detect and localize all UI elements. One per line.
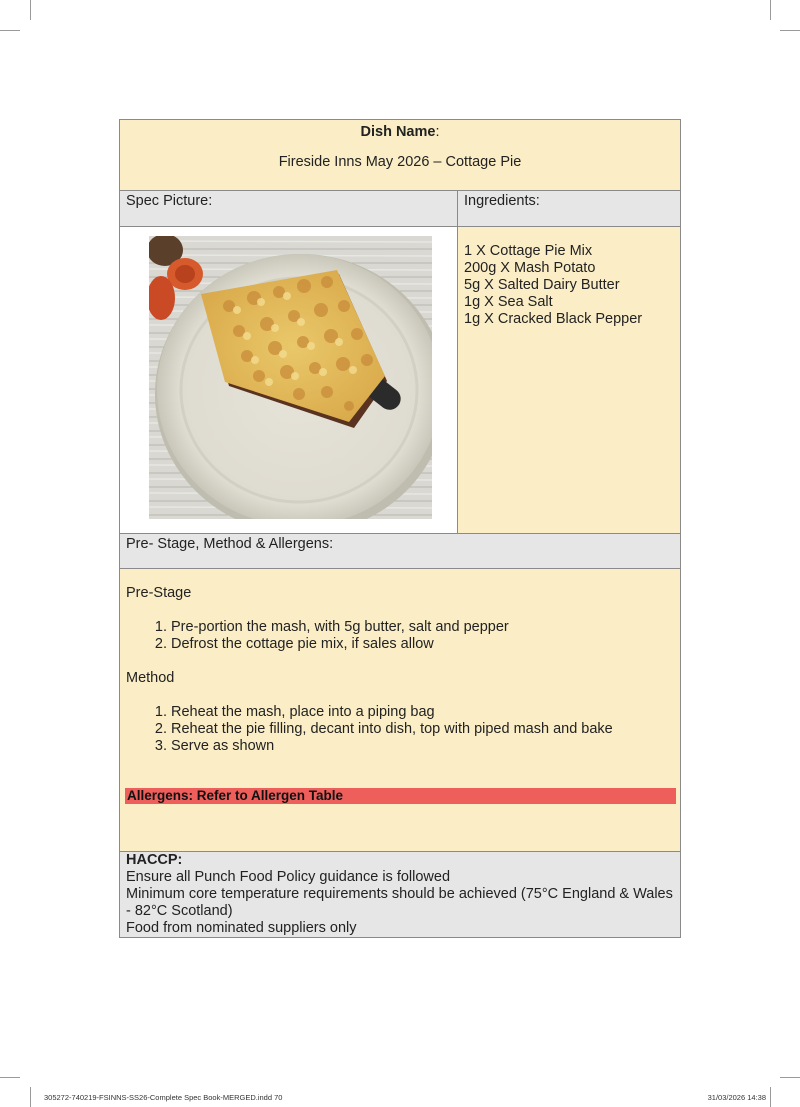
dish-name-colon: : — [435, 124, 440, 140]
method-section-header: Pre- Stage, Method & Allergens: — [120, 534, 680, 569]
ingredient-item: 1 X Cottage Pie Mix — [464, 243, 593, 259]
haccp-title: HACCP: — [126, 852, 183, 868]
media-row — [120, 227, 680, 534]
crop-mark — [30, 1087, 31, 1107]
method-section — [120, 569, 680, 852]
method-step: 3. Serve as shown — [171, 738, 680, 755]
ingredients-cell — [458, 227, 680, 533]
allergens-notice: Allergens: Refer to Allergen Table — [125, 788, 676, 804]
haccp-line: Food from nominated suppliers only — [126, 920, 357, 936]
crop-mark — [770, 0, 771, 20]
method-step: 1. Reheat the mash, place into a piping bag — [171, 704, 680, 721]
spec-picture-header: Spec Picture: — [120, 191, 458, 226]
prestage-title: Pre-Stage — [126, 585, 192, 601]
ingredients-header: Ingredients: — [464, 193, 540, 209]
ingredient-item: 1g X Sea Salt — [464, 294, 553, 310]
column-headers — [120, 191, 680, 227]
method-title: Method — [126, 670, 175, 686]
crop-mark — [780, 30, 800, 31]
haccp-section — [120, 852, 680, 937]
prestage-step: 1. Pre-portion the mash, with 5g butter, salt and pepper — [171, 619, 680, 636]
crop-mark — [0, 30, 20, 31]
crop-mark — [770, 1087, 771, 1107]
crop-mark — [30, 0, 31, 20]
cottage-pie-photo — [149, 236, 432, 519]
prestage-step: 2. Defrost the cottage pie mix, if sales allow — [171, 636, 680, 653]
haccp-line: Minimum core temperature requirements should be achieved (75°C England & Wales - 82°C Scotland) — [126, 886, 673, 919]
haccp-line: Ensure all Punch Food Policy guidance is followed — [126, 869, 451, 885]
dish-name-section — [120, 120, 680, 191]
spec-picture-cell — [120, 227, 458, 533]
method-step: 2. Reheat the pie filling, decant into dish, top with piped mash and bake — [171, 721, 680, 738]
prestage-steps — [126, 619, 680, 653]
footer-filename: 305272-740219-FSINNS-SS26-Complete Spec Book-MERGED.indd 70 — [44, 1093, 283, 1102]
dish-name-label: Dish Name — [360, 124, 436, 140]
ingredient-item: 1g X Cracked Black Pepper — [464, 311, 643, 327]
crop-mark — [0, 1077, 20, 1078]
ingredient-item: 5g X Salted Dairy Butter — [464, 277, 620, 293]
spec-sheet — [119, 119, 681, 938]
crop-mark — [780, 1077, 800, 1078]
method-steps — [126, 704, 680, 755]
dish-name-value: Fireside Inns May 2026 – Cottage Pie — [278, 154, 522, 170]
footer-timestamp: 31/03/2026 14:38 — [707, 1093, 766, 1102]
ingredient-item: 200g X Mash Potato — [464, 260, 596, 276]
